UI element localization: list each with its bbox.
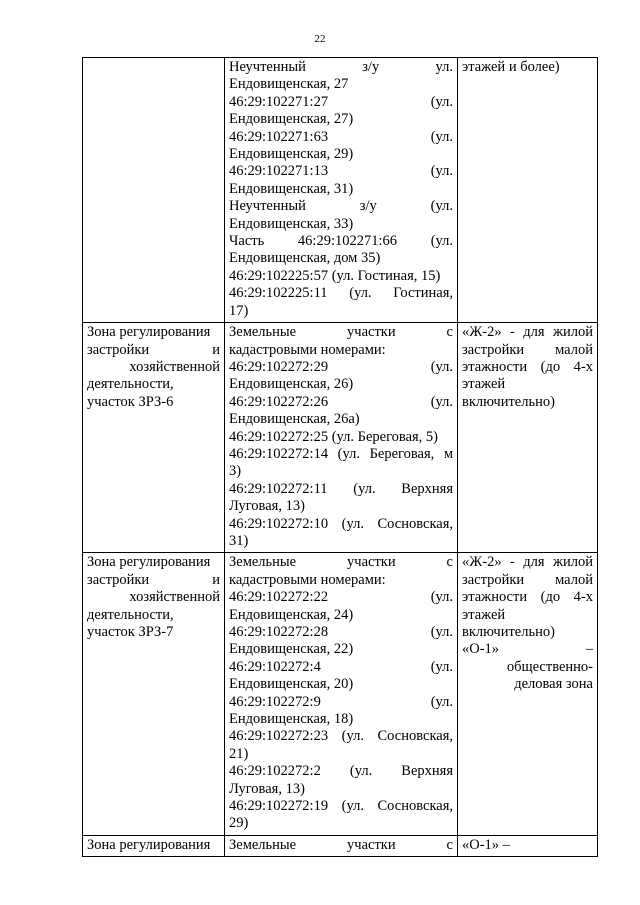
parcels-cell [225,323,458,553]
zone-line: участок ЗРЗ-7 [87,624,174,640]
zone-cell [83,323,225,553]
purpose-line: этажей [462,376,506,393]
zone-line: деятельности, [87,376,174,393]
parcels-line: 21) [229,745,249,762]
parcels-line: Земельные участки с [229,324,453,341]
parcels-line: 46:29:102271:27 (ул. [229,93,453,110]
parcels-line: 46:29:102271:13 (ул. [229,163,453,180]
parcels-line: 46:29:102272:2 (ул. Верхняя [229,763,453,780]
parcels-line: Ендовищенская, 24) [229,606,354,623]
table-row [83,553,598,836]
parcels-line: 29) [229,815,249,832]
zones-table [82,57,598,857]
parcels-line: Неучтенный з/у ул. [229,59,453,75]
table-row [83,58,598,323]
parcels-line: 46:29:102272:22 (ул. [229,589,453,606]
table-row [83,323,598,553]
parcels-cell [225,553,458,836]
zone-cell [83,835,225,856]
parcels-line: 17) [229,302,249,319]
parcels-line: Ендовищенская, 22) [229,641,354,658]
parcels-line: 46:29:102272:29 (ул. [229,358,453,375]
parcels-line: Луговая, 13) [229,780,305,797]
purpose-line: общественно- [506,658,593,675]
parcels-line: 3) [229,463,242,480]
parcels-line: 46:29:102272:26 (ул. [229,393,453,410]
parcels-line: 46:29:102272:28 (ул. [229,624,453,640]
zone-line: хозяйственной [129,589,220,606]
parcels-line: Ендовищенская, дом 35) [229,250,381,267]
parcels-line: Ендовищенская, 33) [229,215,354,232]
zone-cell [83,553,225,836]
parcels-line: Ендовищенская, 20) [229,676,354,693]
zone-line: застройки и [87,341,220,358]
parcels-cell [225,58,458,323]
parcels-line: Ендовищенская, 27) [229,111,354,128]
purpose-line: «О-1» – [462,836,510,853]
parcels-line: Земельные участки с [229,836,453,853]
parcels-line: Ендовищенская, 31) [229,180,354,197]
purpose-line: застройки малой [462,571,593,588]
purpose-line: этажности (до 4-х [462,589,593,606]
purpose-line: «Ж-2» - для жилой [462,554,593,571]
parcels-line: 46:29:102225:11 (ул. Гостиная, [229,285,453,302]
parcels-line: 46:29:102272:10 (ул. Сосновская, [229,515,453,532]
purpose-line: «О-1» – [462,641,593,658]
zone-line: участок ЗРЗ-6 [87,393,174,410]
purpose-line: включительно) [462,624,555,640]
parcels-line: 31) [229,532,249,549]
parcels-line: Луговая, 13) [229,498,305,515]
purpose-line: этажей и более) [462,59,560,75]
purpose-cell [458,58,598,323]
parcels-line: 46:29:102272:14 (ул. Береговая, м [229,445,453,462]
parcels-line: Земельные участки с [229,554,453,571]
parcels-line: Ендовищенская, 26) [229,376,354,393]
purpose-line: «Ж-2» - для жилой [462,324,593,341]
parcels-line: 46:29:102225:57 (ул. Гостиная, 15) [229,267,441,284]
purpose-line: деловая зона [514,676,593,693]
zone-line: деятельности, [87,606,174,623]
zone-line: Зона регулирования [87,554,211,571]
parcels-line: Ендовищенская, 27 [229,76,349,93]
page-number: 22 [314,33,326,45]
parcels-line: 46:29:102272:4 (ул. [229,658,453,675]
parcels-line: 46:29:102272:23 (ул. Сосновская, [229,728,453,745]
purpose-cell [458,553,598,836]
purpose-line: этажей [462,606,506,623]
parcels-line: Ендовищенская, 26а) [229,411,360,428]
purpose-cell [458,835,598,856]
zones-table-body [83,58,598,857]
parcels-line: 46:29:102272:19 (ул. Сосновская, [229,798,453,815]
parcels-line: Неучтенный з/у (ул. [229,198,453,215]
zone-line: хозяйственной [129,358,220,375]
parcels-cell [225,835,458,856]
parcels-line: кадастровыми номерами: [229,341,386,358]
purpose-line: этажности (до 4-х [462,358,593,375]
purpose-line: застройки малой [462,341,593,358]
parcels-line: Часть 46:29:102271:66 (ул. [229,233,453,250]
zone-line: Зона регулирования [87,324,211,341]
parcels-line: 46:29:102272:25 (ул. Береговая, 5) [229,428,439,445]
parcels-line: 46:29:102272:11 (ул. Верхняя [229,480,453,497]
parcels-line: Ендовищенская, 18) [229,711,354,728]
table-row [83,835,598,856]
zone-cell [83,58,225,323]
parcels-line: Ендовищенская, 29) [229,146,354,163]
parcels-line: 46:29:102271:63 (ул. [229,128,453,145]
purpose-cell [458,323,598,553]
purpose-line: включительно) [462,393,555,410]
parcels-line: кадастровыми номерами: [229,571,386,588]
parcels-line: 46:29:102272:9 (ул. [229,693,453,710]
zone-line: Зона регулирования [87,836,211,853]
zone-line: застройки и [87,571,220,588]
